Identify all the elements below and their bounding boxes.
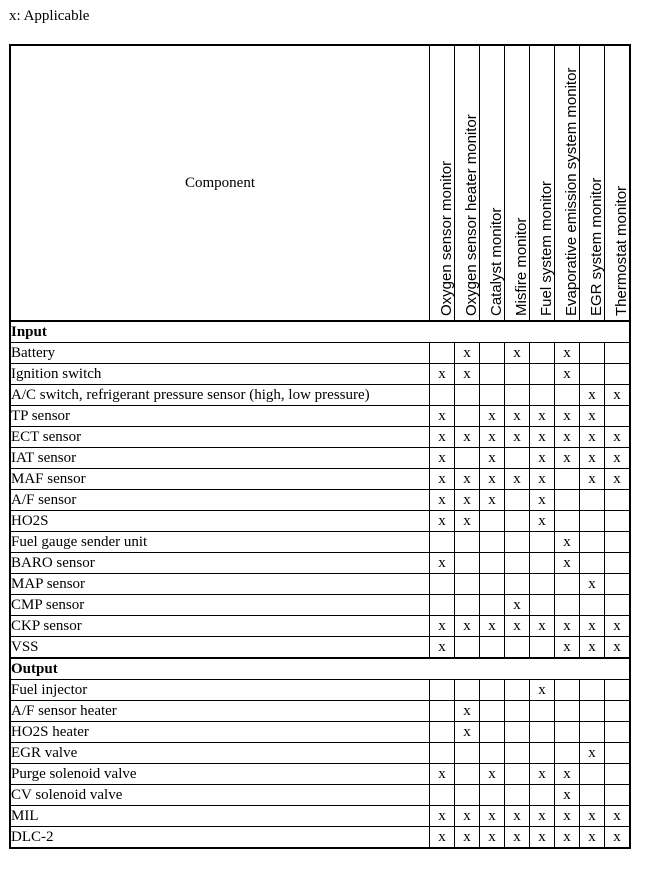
- applicability-cell: [580, 343, 605, 364]
- applicability-cell: x: [430, 511, 455, 532]
- applicability-cell: [605, 722, 631, 743]
- applicability-cell: [455, 764, 480, 785]
- applicability-cell: [580, 764, 605, 785]
- applicability-cell: [530, 553, 555, 574]
- applicability-cell: x: [430, 364, 455, 385]
- applicability-cell: [430, 574, 455, 595]
- monitor-header-label: Thermostat monitor: [613, 185, 630, 316]
- applicability-cell: x: [555, 553, 580, 574]
- applicability-cell: [530, 637, 555, 659]
- applicability-cell: [605, 595, 631, 616]
- applicability-cell: [480, 553, 505, 574]
- applicability-cell: x: [555, 616, 580, 637]
- component-name: MIL: [10, 806, 430, 827]
- applicability-cell: [580, 553, 605, 574]
- monitor-header-label: Oxygen sensor monitor: [438, 160, 455, 316]
- table-row: [10, 427, 630, 448]
- component-name: HO2S heater: [10, 722, 430, 743]
- applicability-cell: [455, 574, 480, 595]
- applicability-cell: x: [605, 827, 631, 849]
- applicability-cell: [605, 785, 631, 806]
- monitor-header-evap-emission: [555, 45, 580, 321]
- applicability-cell: [555, 680, 580, 701]
- applicability-cell: [605, 701, 631, 722]
- applicability-cell: x: [605, 637, 631, 659]
- applicability-cell: x: [430, 827, 455, 849]
- applicability-cell: [530, 595, 555, 616]
- component-name: IAT sensor: [10, 448, 430, 469]
- applicability-cell: [555, 574, 580, 595]
- applicability-cell: [580, 701, 605, 722]
- applicability-cell: x: [580, 406, 605, 427]
- applicability-cell: x: [505, 806, 530, 827]
- applicability-cell: x: [580, 616, 605, 637]
- applicability-cell: [480, 785, 505, 806]
- monitor-header-label: Catalyst monitor: [488, 207, 505, 316]
- applicability-cell: [505, 448, 530, 469]
- table-row: [10, 532, 630, 553]
- applicability-cell: x: [505, 616, 530, 637]
- component-name: CKP sensor: [10, 616, 430, 637]
- applicability-cell: [580, 532, 605, 553]
- applicability-cell: x: [505, 427, 530, 448]
- applicability-cell: [505, 553, 530, 574]
- applicability-cell: x: [580, 469, 605, 490]
- applicability-cell: [455, 553, 480, 574]
- applicability-cell: [505, 722, 530, 743]
- section-row-input: [10, 321, 630, 343]
- applicability-cell: x: [530, 406, 555, 427]
- applicability-cell: x: [455, 806, 480, 827]
- monitor-header-thermostat: [605, 45, 631, 321]
- table-row: [10, 743, 630, 764]
- applicability-cell: [580, 680, 605, 701]
- applicability-cell: [480, 637, 505, 659]
- applicability-cell: [455, 532, 480, 553]
- applicability-cell: x: [430, 806, 455, 827]
- applicability-cell: [430, 722, 455, 743]
- applicability-cell: x: [580, 448, 605, 469]
- applicability-cell: x: [480, 490, 505, 511]
- applicability-cell: [555, 469, 580, 490]
- applicability-cell: x: [580, 574, 605, 595]
- applicability-cell: x: [480, 806, 505, 827]
- monitor-header-label: Fuel system monitor: [538, 180, 555, 316]
- applicability-cell: [480, 343, 505, 364]
- table-row: [10, 722, 630, 743]
- applicability-cell: x: [480, 764, 505, 785]
- applicability-cell: [455, 406, 480, 427]
- table-row: [10, 406, 630, 427]
- applicability-cell: x: [430, 553, 455, 574]
- applicability-cell: [455, 743, 480, 764]
- applicability-cell: [605, 553, 631, 574]
- applicability-cell: x: [555, 764, 580, 785]
- table-row: [10, 343, 630, 364]
- component-name: MAP sensor: [10, 574, 430, 595]
- applicability-cell: x: [430, 637, 455, 659]
- applicability-cell: x: [530, 427, 555, 448]
- component-name: Fuel gauge sender unit: [10, 532, 430, 553]
- applicability-cell: [455, 595, 480, 616]
- applicability-cell: x: [555, 785, 580, 806]
- applicability-cell: x: [530, 616, 555, 637]
- applicability-cell: x: [530, 511, 555, 532]
- applicability-cell: x: [555, 343, 580, 364]
- applicability-cell: [530, 701, 555, 722]
- applicability-cell: x: [580, 427, 605, 448]
- component-name: MAF sensor: [10, 469, 430, 490]
- table-row: [10, 785, 630, 806]
- table-body: [10, 321, 630, 848]
- applicability-cell: x: [555, 406, 580, 427]
- section-title: Output: [10, 658, 630, 680]
- applicability-cell: x: [580, 637, 605, 659]
- applicability-cell: [530, 574, 555, 595]
- applicability-cell: [530, 743, 555, 764]
- component-name: DLC-2: [10, 827, 430, 849]
- component-name: Battery: [10, 343, 430, 364]
- applicability-cell: [555, 385, 580, 406]
- applicability-cell: x: [455, 469, 480, 490]
- monitor-header-label: Evaporative emission system monitor: [563, 67, 580, 316]
- component-name: Ignition switch: [10, 364, 430, 385]
- applicability-cell: x: [555, 364, 580, 385]
- applicability-cell: [480, 680, 505, 701]
- table-row: [10, 490, 630, 511]
- component-name: ECT sensor: [10, 427, 430, 448]
- applicability-cell: [430, 343, 455, 364]
- applicability-cell: x: [455, 490, 480, 511]
- monitor-header-label: Misfire monitor: [513, 217, 530, 316]
- table-row: [10, 701, 630, 722]
- applicability-cell: x: [455, 343, 480, 364]
- applicability-cell: [605, 764, 631, 785]
- applicability-cell: [480, 722, 505, 743]
- applicability-cell: x: [530, 806, 555, 827]
- applicability-cell: x: [530, 448, 555, 469]
- applicability-cell: [480, 743, 505, 764]
- applicability-cell: [430, 680, 455, 701]
- component-name: HO2S: [10, 511, 430, 532]
- monitor-header-catalyst: [480, 45, 505, 321]
- applicability-cell: [480, 701, 505, 722]
- applicability-cell: x: [580, 806, 605, 827]
- applicability-cell: [455, 448, 480, 469]
- applicability-cell: [430, 743, 455, 764]
- table-row: [10, 680, 630, 701]
- applicability-cell: x: [505, 469, 530, 490]
- component-name: A/F sensor: [10, 490, 430, 511]
- applicability-cell: [430, 701, 455, 722]
- applicability-cell: x: [605, 427, 631, 448]
- applicability-cell: x: [455, 427, 480, 448]
- applicability-cell: [480, 595, 505, 616]
- table-row: [10, 469, 630, 490]
- component-name: TP sensor: [10, 406, 430, 427]
- applicability-cell: x: [530, 490, 555, 511]
- applicability-cell: [505, 680, 530, 701]
- table-header-row: [10, 45, 630, 321]
- table-row: [10, 616, 630, 637]
- applicability-cell: x: [430, 764, 455, 785]
- applicability-cell: [505, 574, 530, 595]
- applicability-cell: [530, 364, 555, 385]
- applicability-cell: [555, 511, 580, 532]
- applicability-cell: [605, 406, 631, 427]
- monitor-header-misfire: [505, 45, 530, 321]
- applicability-cell: [505, 364, 530, 385]
- applicability-cell: [605, 490, 631, 511]
- applicability-cell: [455, 680, 480, 701]
- applicability-cell: [530, 385, 555, 406]
- applicability-cell: [480, 574, 505, 595]
- monitor-header-oxygen-sensor-heater: [455, 45, 480, 321]
- component-name: CV solenoid valve: [10, 785, 430, 806]
- applicability-cell: [605, 743, 631, 764]
- applicability-cell: x: [430, 469, 455, 490]
- applicability-cell: [505, 743, 530, 764]
- applicability-cell: [505, 785, 530, 806]
- applicability-cell: x: [505, 406, 530, 427]
- component-name: Fuel injector: [10, 680, 430, 701]
- component-name: CMP sensor: [10, 595, 430, 616]
- table-row: [10, 595, 630, 616]
- monitor-header-label: EGR system monitor: [588, 177, 605, 316]
- applicability-cell: x: [430, 406, 455, 427]
- applicability-cell: x: [555, 806, 580, 827]
- table-row: [10, 574, 630, 595]
- applicability-cell: [530, 785, 555, 806]
- applicability-cell: x: [480, 827, 505, 849]
- applicability-cell: x: [580, 385, 605, 406]
- component-column-header: Component: [10, 45, 430, 321]
- monitor-header-oxygen-sensor: [430, 45, 455, 321]
- applicability-cell: [605, 574, 631, 595]
- applicability-cell: [505, 764, 530, 785]
- section-row-output: [10, 658, 630, 680]
- applicability-cell: [605, 343, 631, 364]
- applicability-cell: x: [580, 827, 605, 849]
- applicability-cell: [505, 511, 530, 532]
- applicability-cell: [580, 595, 605, 616]
- applicability-cell: x: [605, 616, 631, 637]
- applicability-cell: x: [530, 680, 555, 701]
- monitor-header-egr-system: [580, 45, 605, 321]
- applicability-cell: x: [555, 448, 580, 469]
- applicability-cell: [580, 364, 605, 385]
- applicability-cell: x: [455, 511, 480, 532]
- applicability-cell: [480, 511, 505, 532]
- applicability-cell: [430, 532, 455, 553]
- component-name: VSS: [10, 637, 430, 659]
- applicability-cell: x: [480, 469, 505, 490]
- component-name: Purge solenoid valve: [10, 764, 430, 785]
- table-row: [10, 827, 630, 849]
- applicability-cell: x: [455, 364, 480, 385]
- applicability-cell: [505, 385, 530, 406]
- applicability-cell: [505, 490, 530, 511]
- applicability-cell: [605, 532, 631, 553]
- table-row: [10, 637, 630, 659]
- applicability-cell: [505, 532, 530, 553]
- applicability-cell: x: [430, 490, 455, 511]
- legend-text: x: Applicable: [9, 8, 90, 24]
- applicability-cell: [555, 701, 580, 722]
- applicability-cell: x: [505, 595, 530, 616]
- applicability-cell: x: [505, 827, 530, 849]
- applicability-cell: [580, 785, 605, 806]
- applicability-cell: x: [530, 764, 555, 785]
- table-row: [10, 364, 630, 385]
- applicability-cell: x: [555, 532, 580, 553]
- applicability-cell: [455, 637, 480, 659]
- applicability-cell: [530, 343, 555, 364]
- applicability-cell: [430, 785, 455, 806]
- table-row: [10, 511, 630, 532]
- component-name: EGR valve: [10, 743, 430, 764]
- applicability-cell: x: [555, 827, 580, 849]
- applicability-cell: x: [480, 406, 505, 427]
- table-row: [10, 764, 630, 785]
- applicability-cell: x: [555, 427, 580, 448]
- applicability-cell: x: [430, 427, 455, 448]
- applicability-cell: [580, 490, 605, 511]
- table-row: [10, 448, 630, 469]
- applicability-cell: [555, 743, 580, 764]
- applicability-cell: x: [455, 616, 480, 637]
- applicability-cell: x: [455, 827, 480, 849]
- monitor-header-label: Oxygen sensor heater monitor: [463, 114, 480, 316]
- applicability-cell: x: [605, 469, 631, 490]
- applicability-cell: [480, 364, 505, 385]
- applicability-cell: [555, 490, 580, 511]
- applicability-cell: x: [530, 827, 555, 849]
- applicability-cell: x: [605, 448, 631, 469]
- applicability-cell: x: [430, 448, 455, 469]
- section-title: Input: [10, 321, 630, 343]
- applicability-cell: [530, 722, 555, 743]
- applicability-cell: x: [480, 427, 505, 448]
- applicability-table: [9, 44, 631, 849]
- applicability-cell: x: [605, 385, 631, 406]
- applicability-cell: [430, 595, 455, 616]
- applicability-cell: [430, 385, 455, 406]
- applicability-cell: x: [455, 701, 480, 722]
- applicability-cell: [480, 385, 505, 406]
- applicability-cell: x: [430, 616, 455, 637]
- applicability-cell: [580, 722, 605, 743]
- table-row: [10, 385, 630, 406]
- applicability-cell: [530, 532, 555, 553]
- component-name: A/F sensor heater: [10, 701, 430, 722]
- applicability-cell: [580, 511, 605, 532]
- table-row: [10, 553, 630, 574]
- applicability-cell: [505, 637, 530, 659]
- applicability-cell: x: [480, 448, 505, 469]
- component-name: A/C switch, refrigerant pressure sensor (high, low pressure): [10, 385, 430, 406]
- applicability-cell: [455, 785, 480, 806]
- applicability-cell: x: [580, 743, 605, 764]
- applicability-cell: [605, 511, 631, 532]
- applicability-cell: x: [480, 616, 505, 637]
- applicability-cell: [555, 722, 580, 743]
- component-name: BARO sensor: [10, 553, 430, 574]
- applicability-cell: x: [555, 637, 580, 659]
- applicability-cell: [605, 680, 631, 701]
- applicability-cell: [605, 364, 631, 385]
- applicability-cell: [555, 595, 580, 616]
- monitor-header-fuel-system: [530, 45, 555, 321]
- applicability-cell: [505, 701, 530, 722]
- table-row: [10, 806, 630, 827]
- applicability-cell: x: [455, 722, 480, 743]
- applicability-cell: x: [530, 469, 555, 490]
- applicability-cell: [480, 532, 505, 553]
- applicability-cell: x: [505, 343, 530, 364]
- applicability-cell: [455, 385, 480, 406]
- applicability-cell: x: [605, 806, 631, 827]
